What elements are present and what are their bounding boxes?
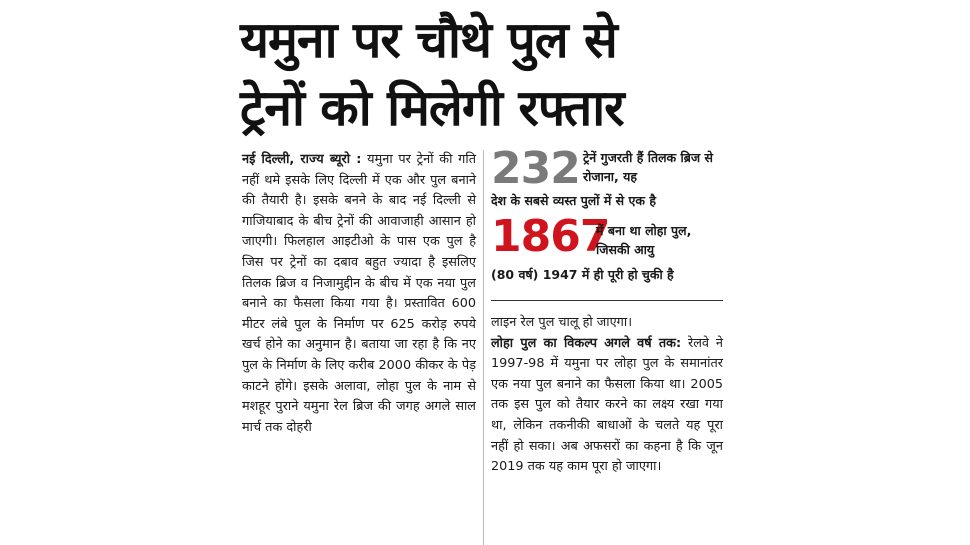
fact-text-1867-line2: (80 वर्ष) 1947 में ही पूरी हो चुकी है <box>491 267 674 282</box>
dateline: नई दिल्ली, राज्य ब्यूरो : <box>242 152 362 167</box>
headline-line-2: ट्रेनों को मिलेगी रफ्तार <box>240 79 624 137</box>
news-article <box>240 0 725 545</box>
continuation-text: लाइन रेल पुल चालू हो जाएगा। <box>491 315 633 330</box>
body-column-right <box>491 143 723 475</box>
fact-text-232-line2: देश के सबसे व्यस्त पुलों में से एक है <box>491 193 656 208</box>
headline <box>240 4 725 140</box>
factbox-divider <box>491 300 723 301</box>
body-column-left <box>242 150 476 438</box>
fact-number-232: 232 <box>491 143 580 194</box>
fact-text-232: ट्रेनें गुजरती हैं तिलक ब्रिज से रोजाना, यह <box>583 150 713 184</box>
factbox-1867 <box>491 211 723 297</box>
subhead: लोहा पुल का विकल्प अगले वर्ष तक: <box>491 335 682 351</box>
subsection <box>491 334 723 478</box>
body-paragraph-left <box>242 150 476 438</box>
headline-line-1: यमुना पर चौथे पुल से <box>240 11 617 69</box>
factbox-232 <box>491 145 723 215</box>
body-text-left: यमुना पर ट्रेनों की गति नहीं थमे इसके लिए दिल्ली में एक और पुल बनाने की तैयारी है। इसके बनने के बाद नई दिल्ली से गाजियाबाद के बीच ट्रेनों की आवाजाही आसान हो जाएगी। फिलहाल आइटीओ के पास एक पुल है जिस पर ट्रेनों का दबाव बहुत ज्यादा है इसलिए तिलक ब्रिज व निजामुद्दीन के बीच में एक नया पुल बनाने का फैसला किया गया है। प्रस्तावित 600 मीटर लंबे पुल के निर्माण पर 625 करोड़ रुपये खर्च होने का अनुमान है। बताया जा रहा है कि नए पुल के निर्माण के लिए करीब 2000 कीकर के पेड़ काटने होंगे। इसके अलावा, लोहा पुल के नाम से मशहूर पुराने यमुना रेल ब्रिज की जगह अगले साल मार्च तक दोहरी <box>242 152 476 435</box>
body-text-right: रेलवे ने 1997-98 में यमुना पर लोहा पुल के समानांतर एक नया पुल बनाने का फैसला किया था। 2005 तक इस पुल को तैयार करने का लक्ष्य रखा गया था, लेकिन तकनीकी बाधाओं के चलते यह पूरा नहीं हो सका। अब अफसरों का कहना है कि जून 2019 तक यह काम पूरा हो जाएगा। <box>491 335 723 475</box>
body-text-right-block <box>491 313 723 478</box>
fact-number-1867: 1867 <box>491 211 610 262</box>
column-divider <box>483 150 484 545</box>
fact-text-1867: में बना था लोहा पुल, जिसकी आयु <box>596 223 692 257</box>
